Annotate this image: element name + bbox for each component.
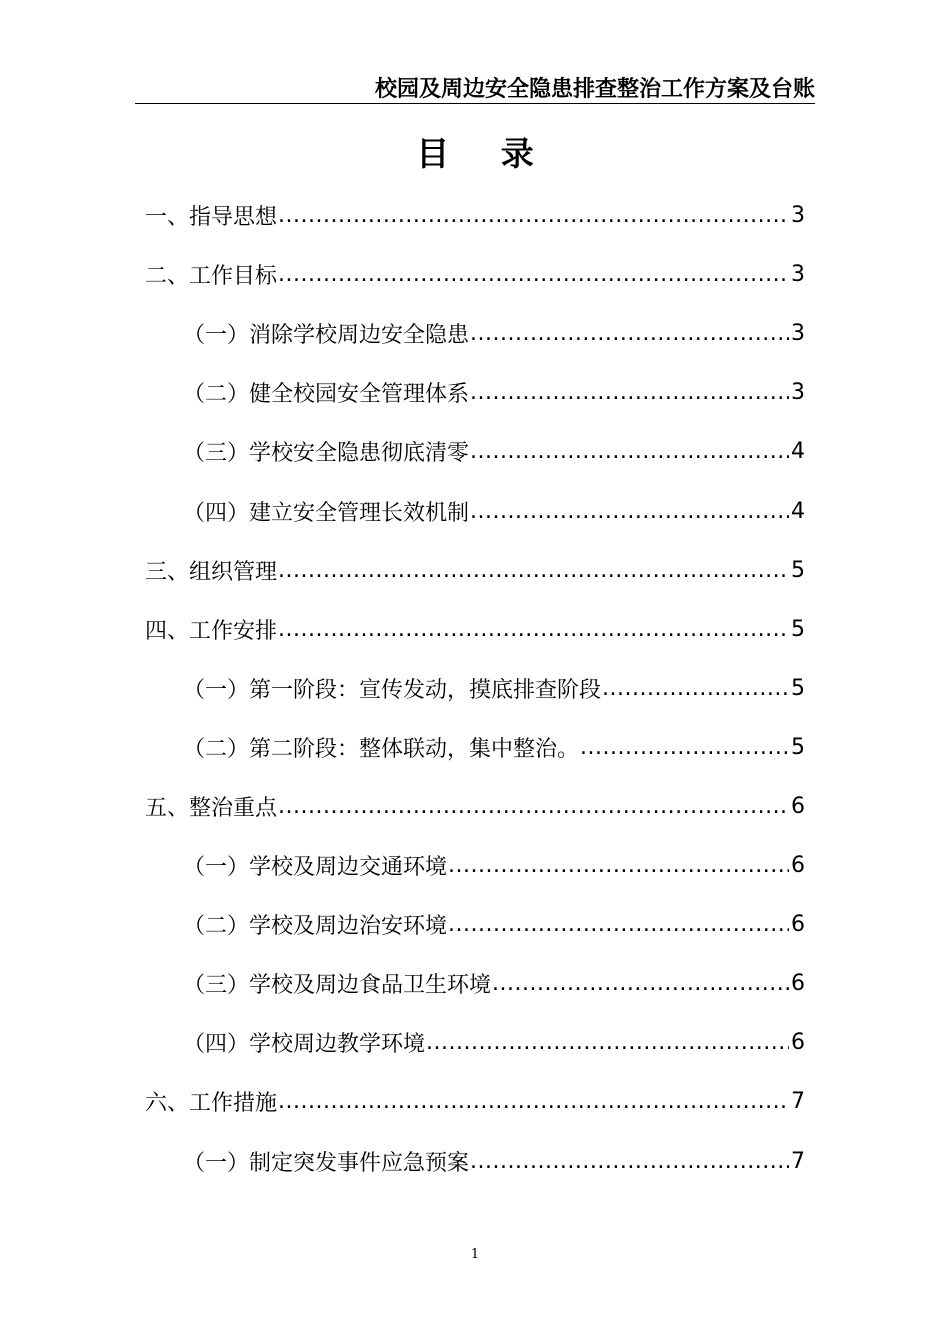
toc-entry[interactable] bbox=[145, 1132, 805, 1191]
toc-entry[interactable] bbox=[145, 954, 805, 1013]
toc-entry[interactable] bbox=[145, 777, 805, 836]
toc-entry-label: （四）建立安全管理长效机制 bbox=[183, 500, 470, 526]
toc-entry[interactable] bbox=[145, 895, 805, 954]
toc-entry-label: （四）学校周边教学环境 bbox=[183, 1032, 426, 1058]
toc-dot-leader bbox=[470, 380, 789, 405]
toc-entry-page: 5 bbox=[791, 675, 805, 701]
toc-dot-leader bbox=[278, 794, 789, 819]
toc-dot-leader bbox=[580, 735, 789, 760]
toc-entry-label: （一）制定突发事件应急预案 bbox=[183, 1150, 470, 1176]
toc-entry-page: 5 bbox=[791, 557, 805, 583]
toc-entry-label: 三、组织管理 bbox=[145, 559, 278, 585]
toc-entry[interactable] bbox=[145, 304, 805, 363]
toc-entry[interactable] bbox=[145, 186, 805, 245]
toc-entry-label: （三）学校及周边食品卫生环境 bbox=[183, 973, 492, 999]
toc-entry-page: 6 bbox=[791, 912, 805, 938]
toc-entry-label: （二）健全校园安全管理体系 bbox=[183, 382, 470, 408]
toc-entry-page: 7 bbox=[791, 1148, 805, 1174]
toc-entry-page: 6 bbox=[791, 853, 805, 879]
toc-entry-page: 5 bbox=[791, 734, 805, 760]
toc-dot-leader bbox=[278, 558, 789, 583]
toc-entry-label: （一）消除学校周边安全隐患 bbox=[183, 323, 470, 349]
toc-entry-page: 3 bbox=[791, 380, 805, 406]
toc-dot-leader bbox=[448, 853, 789, 878]
toc-entry[interactable] bbox=[145, 718, 805, 777]
toc-entry-label: （一）学校及周边交通环境 bbox=[183, 855, 448, 881]
toc-dot-leader bbox=[602, 676, 789, 701]
page-header bbox=[135, 66, 815, 104]
toc-entry-page: 6 bbox=[791, 793, 805, 819]
toc-entry-label: （二）学校及周边治安环境 bbox=[183, 914, 448, 940]
toc-dot-leader bbox=[470, 439, 789, 464]
toc-list bbox=[145, 186, 805, 1191]
toc-dot-leader bbox=[278, 262, 789, 287]
toc-entry-page: 4 bbox=[791, 439, 805, 465]
toc-dot-leader bbox=[278, 617, 789, 642]
toc-entry-label: （二）第二阶段：整体联动，集中整治。 bbox=[183, 736, 580, 762]
toc-dot-leader bbox=[470, 499, 789, 524]
toc-dot-leader bbox=[470, 321, 789, 346]
toc-entry-page: 3 bbox=[791, 203, 805, 229]
toc-entry[interactable] bbox=[145, 836, 805, 895]
toc-entry-label: （一）第一阶段：宣传发动，摸底排查阶段 bbox=[183, 677, 602, 703]
toc-entry-label: 一、指导思想 bbox=[145, 205, 278, 231]
toc-entry-page: 5 bbox=[791, 616, 805, 642]
toc-entry-label: （三）学校安全隐患彻底清零 bbox=[183, 441, 470, 467]
toc-dot-leader bbox=[278, 1089, 789, 1114]
toc-entry-page: 6 bbox=[791, 1030, 805, 1056]
toc-entry[interactable] bbox=[145, 245, 805, 304]
toc-entry[interactable] bbox=[145, 541, 805, 600]
toc-entry[interactable] bbox=[145, 659, 805, 718]
toc-entry-page: 7 bbox=[791, 1089, 805, 1115]
toc-entry-page: 3 bbox=[791, 262, 805, 288]
toc-entry-page: 3 bbox=[791, 321, 805, 347]
toc-entry[interactable] bbox=[145, 600, 805, 659]
toc-entry-label: 五、整治重点 bbox=[145, 795, 278, 821]
toc-entry[interactable] bbox=[145, 1013, 805, 1072]
toc-entry-label: 四、工作安排 bbox=[145, 618, 278, 644]
toc-dot-leader bbox=[278, 203, 789, 228]
toc-entry[interactable] bbox=[145, 1072, 805, 1131]
toc-entry[interactable] bbox=[145, 481, 805, 540]
toc-dot-leader bbox=[426, 1030, 789, 1055]
toc-dot-leader bbox=[470, 1149, 789, 1174]
toc-title: 目 录 bbox=[416, 134, 554, 173]
toc-entry-label: 六、工作措施 bbox=[145, 1091, 278, 1117]
toc-entry-label: 二、工作目标 bbox=[145, 264, 278, 290]
page-number: 1 bbox=[470, 1247, 480, 1262]
toc-dot-leader bbox=[492, 971, 789, 996]
toc-dot-leader bbox=[448, 912, 789, 937]
toc-entry-page: 4 bbox=[791, 498, 805, 524]
toc-entry[interactable] bbox=[145, 363, 805, 422]
toc-entry[interactable] bbox=[145, 422, 805, 481]
toc-entry-page: 6 bbox=[791, 971, 805, 997]
header-title: 校园及周边安全隐患排查整治工作方案及台账 bbox=[374, 77, 815, 102]
